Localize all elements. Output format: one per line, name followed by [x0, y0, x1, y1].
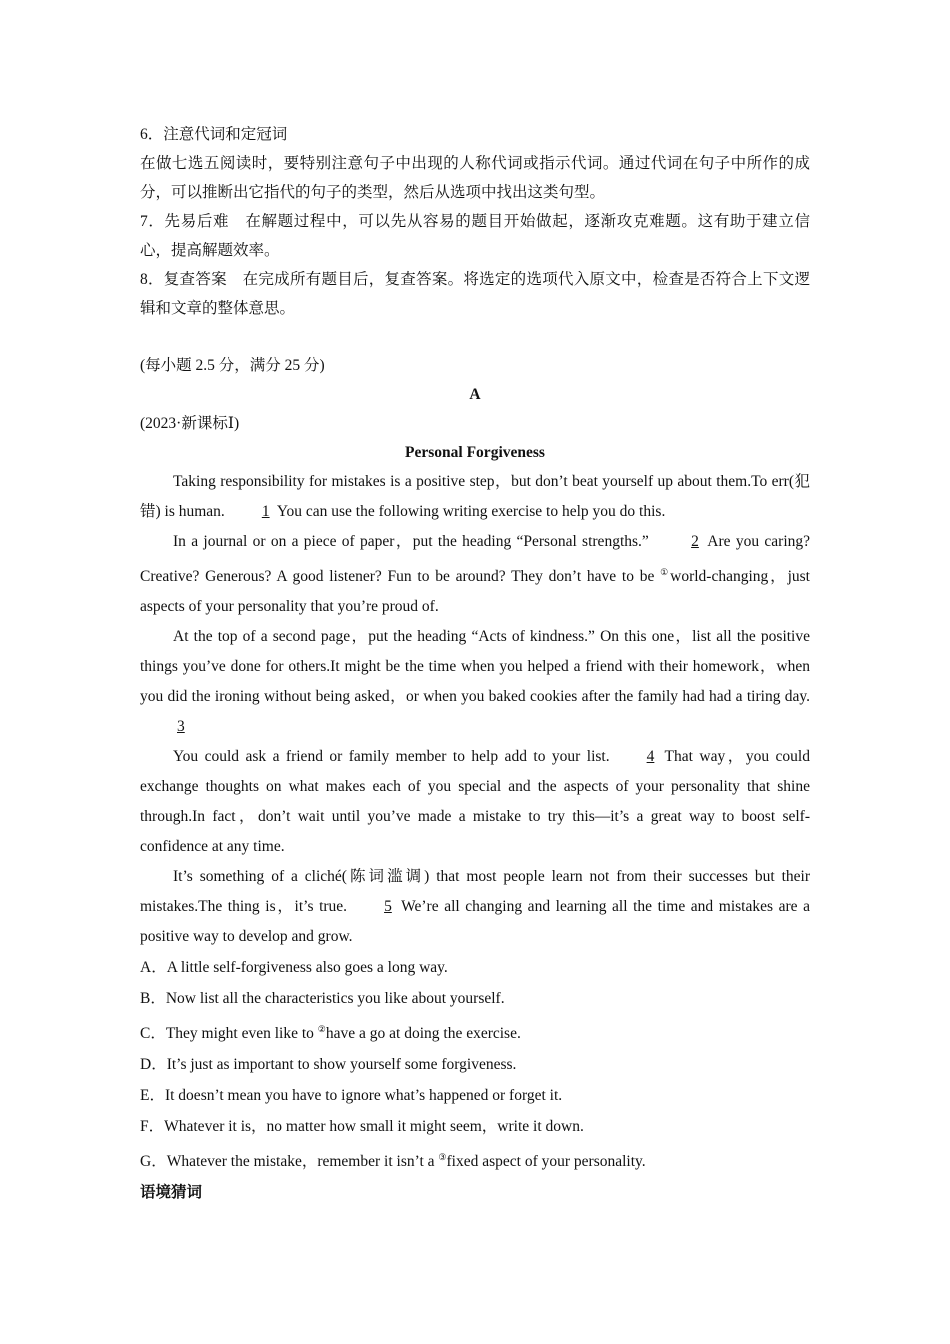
score-note: (每小题 2.5 分，满分 25 分) [140, 357, 325, 374]
footer-heading: 语境猜词 [140, 1184, 203, 1202]
option-d[interactable]: D．It’s just as important to show yourself some forgiveness. [140, 1056, 517, 1074]
section-letter: A [469, 386, 481, 403]
blank-1[interactable]: 1 [261, 503, 270, 520]
tips-section [140, 120, 810, 323]
tip-8-body: 在完成所有题目后，复查答案。将选定的选项代入原文中，检查是否符合上下文逻辑和文章的整体意思。 [140, 271, 810, 317]
tip-7-heading: 7．先易后难 [140, 213, 230, 230]
blank-5[interactable]: 5 [384, 898, 392, 916]
tip-6-heading: 6．注意代词和定冠词 [140, 126, 288, 143]
options-list [140, 952, 810, 1208]
tip-6-body: 在做七选五阅读时，要特别注意句子中出现的人称代词或指示代词。通过代词在句子中所作的成分，可以推断出它指代的句子的类型，然后从选项中找出这类句型。 [140, 155, 810, 201]
tip-8-heading: 8．复查答案 [140, 271, 227, 288]
blank-4[interactable]: 4 [646, 748, 655, 766]
paragraph-4: You could ask a friend or family member to help add to your list. 4 That way，you could exchange thoughts on what makes each of you special and the aspects of your personality that shine through.In fact，don’t wait until you’ve made a mistake to try this—it’s a great way to boost self-confidence at any time. [140, 742, 810, 862]
article-title: Personal Forgiveness [405, 444, 545, 461]
option-e[interactable]: E．It doesn’t mean you have to ignore what’s happened or forget it. [140, 1087, 563, 1105]
document-page [140, 120, 810, 1208]
paragraph-1: Taking responsibility for mistakes is a positive step，but don’t beat yourself up about them.To err(犯错) is human. 1 You can use the following writing exercise to help you do this. [140, 467, 810, 527]
marker-1: ① [660, 567, 671, 577]
tip-7-body: 在解题过程中，可以先从容易的题目开始做起，逐渐攻克难题。这有助于建立信心，提高解题效率。 [140, 213, 810, 259]
blank-3[interactable]: 3 [177, 718, 185, 736]
paragraph-5: It’s something of a cliché(陈词滥调) that most people learn not from their successes but their mistakes.The thing is，it’s true. 5 We’re all changing and learning all the time and mistakes are a positive way to develop and grow. [140, 868, 810, 946]
source-label: (2023·新课标Ⅰ) [140, 415, 240, 432]
option-f[interactable]: F．Whatever it is，no matter how small it might seem，write it down. [140, 1118, 584, 1136]
marker-2: ② [317, 1024, 326, 1035]
tip-8 [140, 265, 810, 323]
tip-7 [140, 207, 810, 265]
blank-2[interactable]: 2 [691, 533, 699, 550]
option-c[interactable]: C．They might even like to ②have a go at doing the exercise. [140, 1024, 521, 1043]
option-b[interactable]: B．Now list all the characteristics you like about yourself. [140, 990, 505, 1008]
option-a[interactable]: A．A little self-forgiveness also goes a long way. [140, 959, 448, 977]
paragraph-2: In a journal or on a piece of paper，put the heading “Personal strengths.” 2 Are you caring? Creative? Generous? A good listener? Fun to be around? They don’t have to be ①world-changing，just aspects of your personality that you’re proud of. [140, 527, 810, 622]
option-g[interactable]: G．Whatever the mistake，remember it isn’t a ③fixed aspect of your personality. [140, 1152, 646, 1171]
marker-3: ③ [438, 1152, 447, 1163]
paragraph-3: At the top of a second page，put the heading “Acts of kindness.” On this one，list all the positive things you’ve done for others.It might be the time when you helped a friend with their homework，when you did the ironing without being asked，or when you baked cookies after the family had had a tiring day.3 [140, 622, 810, 742]
